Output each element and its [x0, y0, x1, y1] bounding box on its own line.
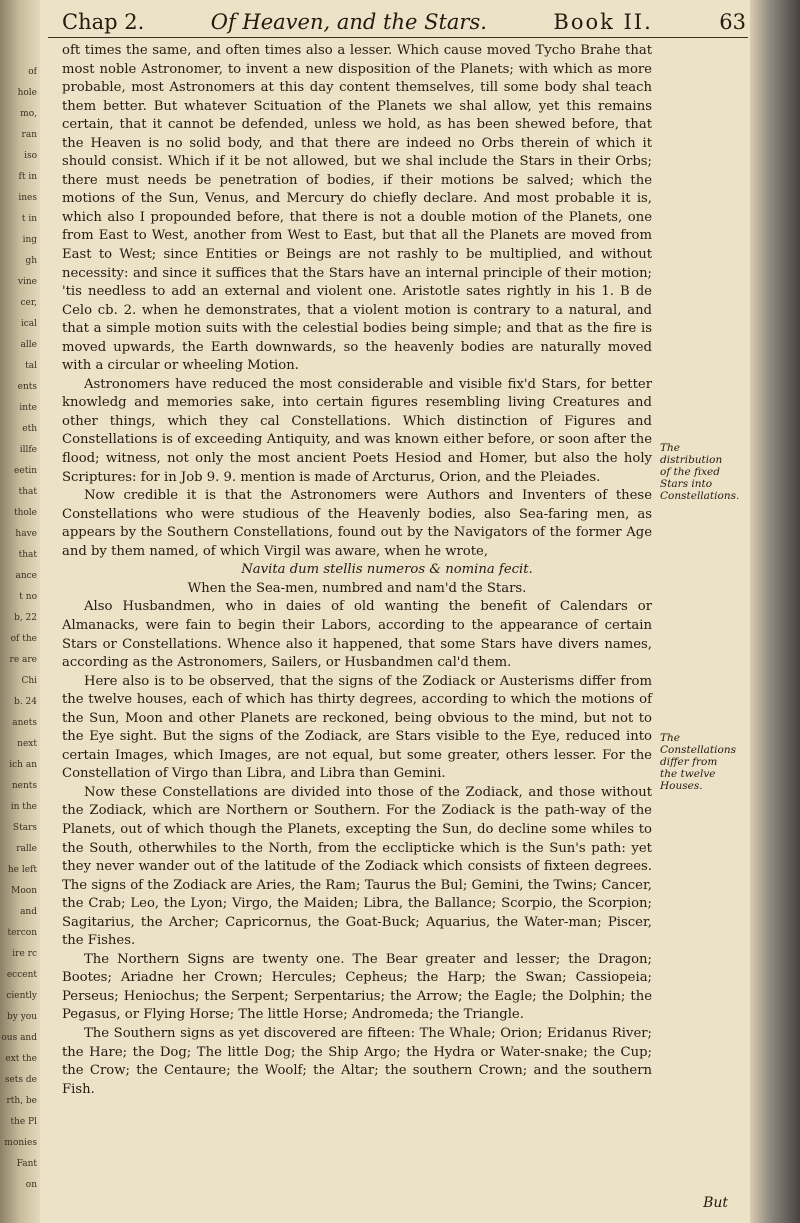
catchword: But [703, 1195, 728, 1211]
margin-note-houses: The Constellations differ from the twelve Houses. [660, 732, 736, 792]
left-page-gutter [0, 0, 40, 1223]
book-label: Book II. [553, 10, 653, 34]
gutter-fragment: of the [10, 634, 37, 644]
gutter-fragment: thole [13, 508, 37, 518]
gutter-fragment: b. 24 [14, 697, 37, 707]
gutter-fragment: b, 22 [14, 613, 37, 623]
gutter-fragment: and [20, 907, 37, 917]
gutter-fragment: by you [6, 1012, 37, 1022]
gutter-fragment: illfe [19, 445, 37, 455]
gutter-fragment: sets de [4, 1075, 37, 1085]
paragraph: When the Sea-men, numbred and nam'd the Stars. [187, 580, 527, 596]
paragraph: Navita dum stellis numeros & nomina fecit. [241, 562, 533, 578]
gutter-fragment: in the [10, 802, 37, 812]
paragraph: Here also is to be observed, that the signs of the Zodiack or Austerisms differ from the twelve houses, each of which has thirty degrees, according to which the motions of the Sun, Moon and other Planets are reckoned, being obvious to the mind, but not to the Eye sight. But the signs of the Zodiack, are Stars visible to the Eye, reduced into certain Images, which Images, are not equal, but some greater, others lesser. For the Constellation of Virgo than Libra, and Libra than Gemini. [62, 673, 652, 782]
gutter-fragment: monies [4, 1138, 37, 1148]
gutter-fragment: of [28, 67, 37, 77]
gutter-fragment: he left [7, 865, 37, 875]
gutter-fragment: t no [19, 592, 37, 602]
gutter-fragment: that [18, 550, 37, 560]
gutter-fragment: ines [18, 193, 37, 203]
gutter-fragment: ous and [1, 1033, 37, 1043]
gutter-fragment: that [18, 487, 37, 497]
gutter-fragment: tercon [7, 928, 37, 938]
main-text [62, 42, 652, 1099]
gutter-fragment: next [17, 739, 37, 749]
gutter-fragment: ance [15, 571, 37, 581]
gutter-fragment: eetin [14, 466, 37, 476]
margin-note-constellations: The distribution of the fixed Stars into Constellations. [660, 442, 740, 502]
gutter-fragment: inte [19, 403, 37, 413]
paragraph: The Southern signs as yet discovered are fifteen: The Whale; Orion; Eridanus River; the Hare; the Dog; The little Dog; the Ship Argo; the Hydra or Water-snake; the Cup; the Crow; the Centaure; the Woolf; the Altar; the southern Crown; and the southern Fish. [62, 1025, 652, 1097]
gutter-fragment: rth, be [6, 1096, 37, 1106]
gutter-fragment: re are [9, 655, 37, 665]
gutter-fragment: Chi [21, 676, 37, 686]
paragraph: Astronomers have reduced the most considerable and visible fix'd Stars, for better knowledg and memories sake, into certain figures resembling living Creatures and other things, which they cal Constellations. Which distinction of Figures and Constellations is of exceeding Antiquity, and was known either before, or soon after the flood; witness, not only the most ancient Poets Hesiod and Homer, but also the holy Scriptures: for in Job 9. 9. mention is made of Arcturus, Orion, and the Pleiades. [62, 376, 652, 485]
gutter-fragment: gh [25, 256, 37, 266]
gutter-fragment: t in [21, 214, 37, 224]
gutter-fragment: cer, [20, 298, 37, 308]
gutter-fragment: eth [22, 424, 37, 434]
gutter-fragment: ft in [18, 172, 37, 182]
gutter-fragment: Moon [11, 886, 37, 896]
gutter-fragment: hole [17, 88, 37, 98]
gutter-fragment: eccent [6, 970, 37, 980]
gutter-fragment: have [15, 529, 37, 539]
right-page-edge [750, 0, 800, 1223]
gutter-fragment: ran [21, 130, 37, 140]
gutter-fragment: nents [11, 781, 37, 791]
gutter-fragment: ical [20, 319, 37, 329]
gutter-fragment: Stars [12, 823, 37, 833]
gutter-fragment: anets [12, 718, 37, 728]
gutter-fragment: ents [17, 382, 37, 392]
gutter-fragment: alle [20, 340, 37, 350]
gutter-fragment: the Pl [10, 1117, 37, 1127]
gutter-fragment: ing [22, 235, 37, 245]
gutter-fragment: ich an [9, 760, 37, 770]
gutter-fragment: ralle [16, 844, 37, 854]
gutter-fragment: ext the [5, 1054, 37, 1064]
chapter-label: Chap 2. [62, 10, 145, 34]
gutter-fragment: mo, [20, 109, 37, 119]
gutter-fragment: vine [17, 277, 37, 287]
paragraph: Now these Constellations are divided into those of the Zodiack, and those without the Zodiack, which are Northern or Southern. For the Zodiack is the path-way of the Planets, out of which though the Planets, excepting the Sun, do decline some whiles to the South, otherwhiles to the North, from the ecclipticke which is the Sun's path: yet they never wander out of the latitude of the Zodiack which consists of fixteen degrees. The signs of the Zodiack are Aries, the Ram; Taurus the Bul; Gemini, the Twins; Cancer, the Crab; Leo, the Lyon; Virgo, the Maiden; Libra, the Ballance; Scorpio, the Scorpion; Sagitarius, the Archer; Capricornus, the Goat-Buck; Aquarius, the Water-man; Piscer, the Fishes. [62, 784, 652, 949]
gutter-fragment: ire rc [12, 949, 37, 959]
paragraph: Now credible it is that the Astronomers were Authors and Inventers of these Constellations who were studious of the Heavenly bodies, also Sea-faring men, as appears by the Southern Constellations, found out by the Navigators of the former Age and by them named, of which Virgil was aware, when he wrote, [62, 488, 652, 559]
paragraph: The Northern Signs are twenty one. The Bear greater and lesser; the Dragon; Bootes; Ariadne her Crown; Hercules; Cepheus; the Harp; the Swan; Cassiopeia; Perseus; Heniochus; the Serpent; Serpentarius; the Arrow; the Eagle; the Dolphin; the Pegasus, or Flying Horse; The little Horse; Andromeda; the Triangle. [62, 951, 652, 1023]
book-page [48, 10, 748, 1215]
paragraph: oft times the same, and often times also a lesser. Which cause moved Tycho Brahe that most noble Astronomer, to invent a new disposition of the Planets; with which as more probable, most Astronomers at this day content themselves, till some body shal teach them better. But whatever Scituation of the Planets we shal allow, yet this remains certain, that it cannot be defended, unless we hold, as has been shewed before, that the Heaven is no solid body, and that there are indeed no Orbs therein of which it should consist. Which if it be not allowed, but we shal include the Stars in their Orbs; there must needs be penetration of bodies, if their motions be salved; which the motions of the Sun, Venus, and Mercury do chiefly declare. And most probable it is, which also I propounded before, that there is not a double motion of the Planets, one from East to West, another from West to East, but that all the Planets are moved from East to West; since Entities or Beings are not rashly to be multiplied, and without necessity: and since it suffices that the Stars have an internal principle of their motion; 'tis needless to add an external and violent one. Aristotle sates rightly in his 1. B de Celo cb. 2. when he demonstrates, that a violent motion is contrary to a natural, and that a simple motion suits with the celestial bodies being simple; and that as the fire is moved upwards, the Earth downwards, so the heavenly bodies are naturally moved with a circular or wheeling Motion. [62, 43, 652, 374]
gutter-fragment: on [25, 1180, 37, 1190]
running-header [48, 10, 748, 38]
running-title: Of Heaven, and the Stars. [210, 10, 487, 34]
gutter-fragment: ciently [6, 991, 37, 1001]
page-number: 63 [719, 10, 746, 34]
page-body [48, 42, 748, 1099]
gutter-fragment: tal [25, 361, 37, 371]
gutter-fragment: iso [24, 151, 37, 161]
gutter-fragment: Fant [16, 1159, 37, 1169]
paragraph: Also Husbandmen, who in daies of old wanting the benefit of Calendars or Almanacks, were fain to begin their Labors, according to the appearance of certain Stars or Constellations. Whence also it happened, that some Stars have divers names, according as the Astronomers, Sailers, or Husbandmen cal'd them. [62, 599, 652, 671]
